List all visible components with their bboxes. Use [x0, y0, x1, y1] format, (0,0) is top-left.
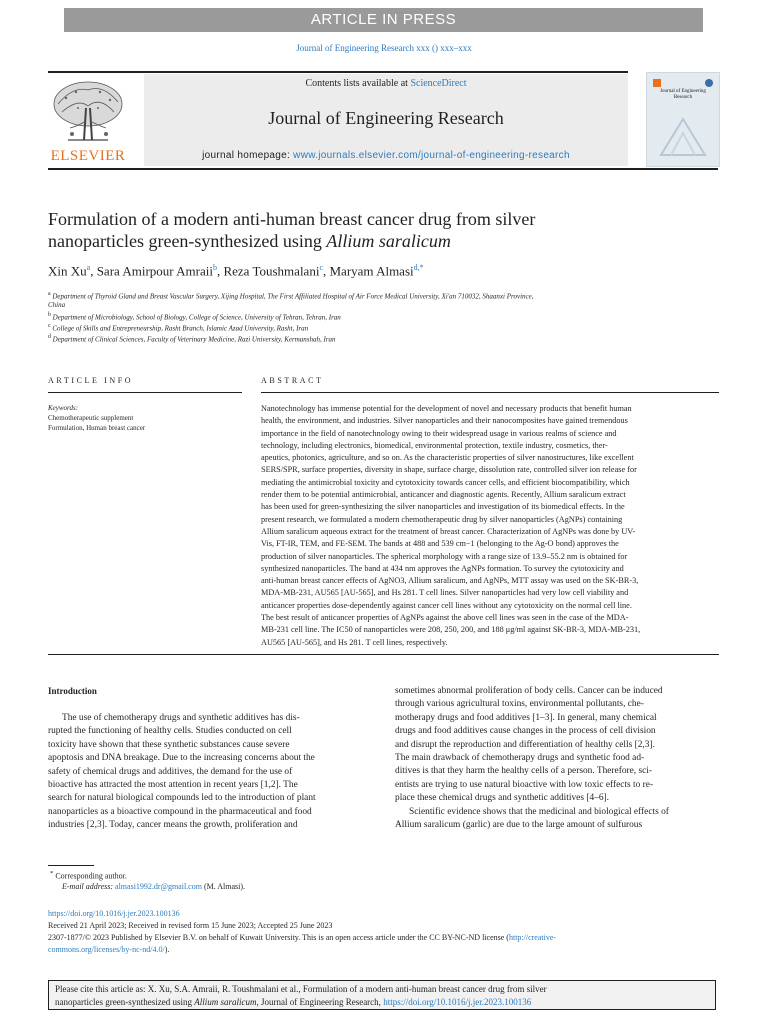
license-statement-cont — [48, 944, 718, 956]
citation-journal: , Journal of Engineering Research, — [256, 997, 384, 1007]
keyword: Formulation, Human breast cancer — [48, 424, 146, 432]
abstract-line: Allium saralicum aqueous extract for the treatment of breast cancer. Characterization of AgNPs was done by UV- — [261, 526, 636, 536]
body-line: Allium saralicum (garlic) are due to the large amount of sulfurous — [395, 820, 643, 831]
article-in-press-banner: ARTICLE IN PRESS — [64, 8, 703, 32]
author-name[interactable]: Reza Toushmalani — [223, 263, 320, 279]
affiliation — [48, 301, 688, 310]
footnote-rule — [48, 865, 94, 866]
affiliation-text: Department of Microbiology, School of Biology, College of Science, University of Tehran, Tehran, Iran — [52, 313, 341, 322]
homepage-prefix: journal homepage: — [202, 150, 294, 161]
affiliation-text: College of Skills and Entrepreneurship, Rasht Branch, Islamic Azad University, Rasht, Iran — [52, 324, 309, 333]
homepage-link[interactable]: www.journals.elsevier.com/journal-of-engineering-research — [293, 150, 570, 161]
info-rule — [48, 392, 242, 393]
abstract-line: Vis, FT-IR, TEM, and FE-SEM. The bands at 488 and 539 cm−1 (belonging to the Ag-O bond) approves the — [261, 539, 619, 549]
cover-emblem-icon — [705, 79, 713, 87]
cover-logo-icon — [653, 79, 661, 87]
abstract-line: mediating the antimicrobial toxicity and cytotoxicity towards cancer cells, and efficient biocompatibility, which — [261, 477, 630, 487]
elsevier-tree-icon — [48, 78, 128, 148]
author-affiliation-mark[interactable]: c — [319, 263, 323, 272]
journal-title: Journal of Engineering Research — [268, 108, 504, 128]
body-line: The use of chemotherapy drugs and synthetic additives has dis- — [62, 713, 300, 723]
license-text: 2307-1877/© 2023 Published by Elsevier B.V. on behalf of Kuwait University. This is an open access article under the CC BY-NC-ND license ( — [48, 933, 509, 942]
body-line: nanoparticles as a bioactive compound in the pharmaceutical and food — [48, 806, 312, 817]
abstract-line: anti-human breast cancer effects of AgNO3, Allium saralicum, and AgNPs, MTT assay was used on the SK-BR-3, — [261, 576, 639, 586]
author-affiliation-mark[interactable]: a — [86, 263, 91, 272]
body-line: sometimes abnormal proliferation of body cells. Cancer can be induced — [395, 686, 663, 696]
body-line: safety of chemical drugs and additives, the demand for the use of — [48, 766, 293, 777]
abstract-bottom-rule — [48, 654, 719, 655]
body-column-left — [48, 712, 372, 833]
body-line: The main drawback of chemotherapy drugs and synthetic food ad- — [395, 753, 645, 764]
body-line: entists are trying to use natural bioactive with low toxic effects to re- — [395, 779, 654, 790]
author-affiliation-mark[interactable]: d,* — [413, 263, 424, 272]
author-name[interactable]: Sara Amirpour Amraii — [96, 263, 213, 279]
abstract-line: The best result of anticancer properties of AgNPs against the above cell lines was seen in the case of the MDA- — [261, 613, 629, 623]
article-title — [48, 208, 688, 252]
abstract-line: MDA-MB-231, AU565 [AU-565], and Hs 281. T cell lines. Silver nanoparticles had very low cell viability and — [261, 588, 629, 598]
abstract-line: present research, we formulated a modern chemotherapeutic drug by silver nanoparticles (AgNPs) containing — [261, 514, 623, 524]
doi-link-text[interactable]: https://doi.org/10.1016/j.jer.2023.100136 — [48, 909, 180, 918]
author-name[interactable]: Xin Xu — [48, 263, 87, 279]
author-separator: , — [323, 263, 330, 279]
corresponding-author-text: Corresponding author. — [55, 871, 127, 881]
citation-species: Allium saralicum — [194, 997, 257, 1007]
citation-text — [55, 983, 709, 1009]
affiliation-text: Department of Thyroid Gland and Breast Vascular Surgery, Xijing Hospital, The First Affiliated Hospital of Air Force Medical University, Xi'an 710032, Shaanxi Province, — [52, 292, 534, 301]
cover-graphic-icon — [657, 111, 709, 159]
affiliation-mark: c — [48, 323, 51, 329]
author-list — [48, 263, 688, 279]
abstract-line: Nanotechnology has immense potential for the development of novel and necessary products that benefit human — [261, 404, 632, 413]
affiliation-mark: b — [48, 312, 51, 318]
license-link[interactable]: http://creative- — [508, 933, 557, 942]
body-line: rupted the functioning of healthy cells. Studies conducted on cell — [48, 726, 292, 737]
email-link[interactable]: almasi1992.dr@gmail.com — [115, 882, 202, 891]
abstract-line: MB-231 cell line. The IC50 of nanoparticles were 208, 250, 200, and 188 μg/ml against SK-BR-3, MDA-MB-231, — [261, 625, 641, 635]
license-statement — [48, 932, 718, 944]
body-line: bioactive has attracted the most attention in recent years [1,2]. The — [48, 780, 298, 791]
body-line: motherapy drugs and food additives [1–3]. In general, many chemical — [395, 712, 657, 723]
body-line: place these chemical drugs and synthetic additives [4–6]. — [395, 793, 609, 804]
abstract-line: production of silver nanoparticles. The spherical morphology with a range size of 13.9–55.2 nm is obtained for — [261, 551, 628, 561]
body-line: apoptosis and DNA breakage. Due to the increasing concerns about the — [48, 753, 315, 764]
contents-available-line — [144, 78, 628, 89]
abstract-line: render them to be potential antimicrobial, anticancer and diagnostic agents. Recently, Allium saralicum extract — [261, 490, 626, 500]
affiliation — [48, 311, 688, 322]
contents-prefix: Contents lists available at — [305, 78, 411, 89]
abstract-line: synthesized nanoparticles. The band at 434 nm approves the AgNPs formation. To survey the cytotoxicity and — [261, 563, 624, 573]
sciencedirect-link[interactable]: ScienceDirect — [410, 78, 467, 89]
author-affiliation-mark[interactable]: b — [212, 263, 217, 272]
citation-box — [48, 980, 716, 1010]
keyword: Chemotherapeutic supplement — [48, 414, 134, 422]
journal-cover-thumbnail[interactable] — [646, 72, 720, 167]
doi-link[interactable] — [48, 908, 718, 920]
title-line-1: Formulation of a modern anti-human breast cancer drug from silver — [48, 209, 536, 229]
abstract-line: apeutics, photonics, agriculture, and so on. As the characteristic properties of silver nanostructures, like excellent — [261, 453, 634, 463]
abstract-line: anticancer properties dose-dependently against cancer cell lines without any cytotoxicity on the normal cell line. — [261, 600, 632, 610]
abstract-line: SERS/SPR, surface properties, diversity in shape, surface charge, dissolution rate, controlled silver ion release for — [261, 465, 637, 475]
body-line: drugs and food additives cause changes in the process of cell division — [395, 726, 656, 737]
body-line: industries [2,3]. Today, cancer means the growth, proliferation and — [48, 820, 298, 831]
title-line-2 — [48, 230, 688, 252]
abstract-rule — [261, 392, 719, 393]
abstract-line: health, the environment, and industries. Silver nanoparticles and their nanocomposites have gained tremendous — [261, 416, 628, 426]
abstract-body — [261, 403, 719, 649]
journal-reference-link[interactable]: Journal of Engineering Research xxx () xxx–xxx — [296, 43, 472, 53]
abstract-line: importance in the field of nanotechnology owing to their widespread usage in various realms of science and — [261, 428, 617, 438]
header-bottom-rule — [48, 168, 718, 170]
abstract-line: AU565 [AU-565], and Hs 281. T cell lines, respectively. — [261, 637, 448, 647]
corresponding-author-note: * Corresponding author. — [50, 870, 127, 881]
author-name[interactable]: Maryam Almasi — [329, 263, 414, 279]
citation-line-2 — [55, 996, 709, 1009]
title-line-2-prefix: nanoparticles green-synthesized using — [48, 231, 327, 251]
email-note — [62, 882, 245, 891]
received-dates: Received 21 April 2023; Received in revised form 15 June 2023; Accepted 25 June 2023 — [48, 921, 333, 930]
introduction-heading: Introduction — [48, 686, 97, 696]
license-end: ). — [164, 945, 170, 954]
affiliation — [48, 322, 688, 333]
body-line: search for natural biological compounds led to the introduction of plant — [48, 793, 316, 804]
article-info-heading: ARTICLE INFO — [48, 376, 134, 385]
abstract-heading: ABSTRACT — [261, 376, 324, 385]
affiliation-text: China — [48, 301, 66, 309]
citation-doi-link[interactable]: https://doi.org/10.1016/j.jer.2023.100136 — [383, 997, 532, 1007]
header-top-rule — [48, 71, 628, 73]
body-column-right — [395, 685, 719, 832]
affiliation-mark: d — [48, 334, 51, 340]
citation-line-1: Please cite this article as: X. Xu, S.A. Amraii, R. Toushmalani et al., Formulation of a modern anti-human breast cancer drug from silver — [55, 984, 547, 994]
author-separator: , — [216, 263, 224, 279]
body-line: Scientific evidence shows that the medicinal and biological effects of — [409, 806, 669, 817]
email-owner: (M. Almasi). — [201, 882, 246, 891]
title-species: Allium saralicum — [326, 231, 451, 251]
affiliation — [48, 290, 688, 301]
affiliation-mark: a — [48, 291, 51, 297]
author-separator: , — [90, 263, 97, 279]
affiliation-text: Department of Clinical Sciences, Faculty of Veterinary Medicine, Razi University, Kermanshah, Iran — [52, 335, 336, 344]
abstract-line: technology, including electronics, biomedical, environmental protection, textile industry, cosmetics, ther- — [261, 440, 608, 450]
citation-line-2-prefix: nanoparticles green-synthesized using — [55, 997, 195, 1007]
license-link-cont[interactable]: commons.org/licenses/by-nc-nd/4.0/ — [48, 945, 165, 954]
journal-homepage-line — [144, 150, 628, 161]
body-line: through various agricultural toxins, environmental pollutants, che- — [395, 699, 644, 710]
email-label: E-mail address: — [62, 882, 116, 891]
body-line: ditives is that they harm the healthy cells of a person. Therefore, sci- — [395, 766, 653, 777]
affiliation — [48, 333, 688, 344]
elsevier-wordmark: ELSEVIER — [50, 148, 126, 164]
abstract-line: has been used for green-synthesizing the silver nanoparticles and investigation of its biomedical effects. In the — [261, 502, 625, 512]
keywords-heading: Keywords: — [48, 404, 79, 412]
cover-title: Journal of Engineering Research — [660, 89, 706, 100]
body-line: and disrupt the reproduction and differentiation of healthy cells [2,3]. — [395, 739, 655, 750]
body-line: toxicity have shown that these synthetic substances cause severe — [48, 739, 290, 750]
